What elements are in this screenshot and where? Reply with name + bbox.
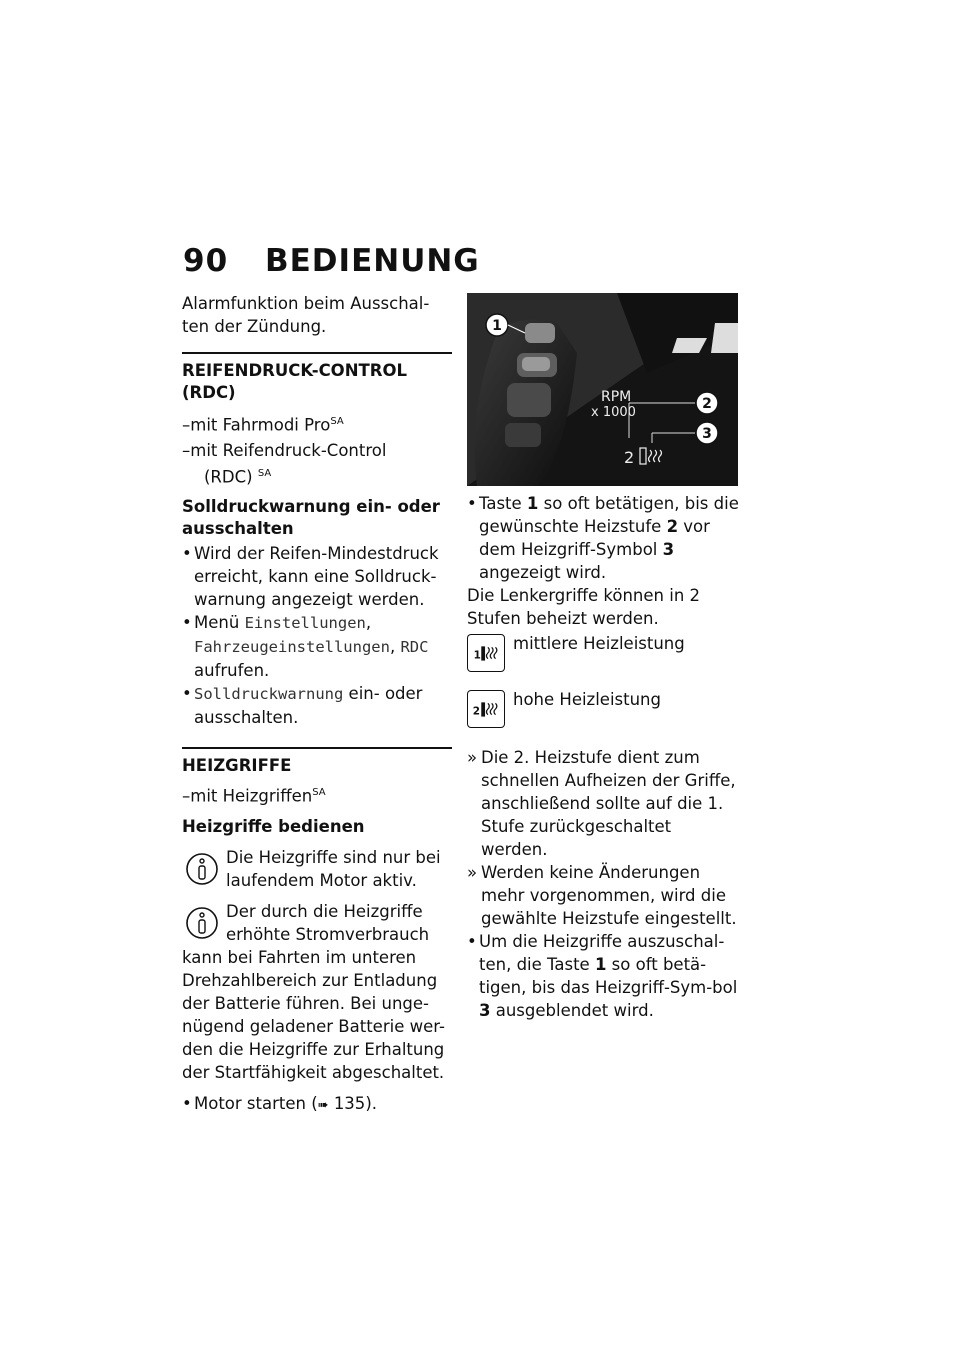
rdc-bullet-2: • Menü Einstellungen, Fahrzeugeinstellungen, RDC aufrufen. [182,611,452,682]
info-icon [184,850,220,888]
heizgriffe-heading: HEIZGRIFFE [182,756,292,775]
result-2: » Werden keine Änderungen mehr vorgenommen, wird die gewählte Heizstufe eingestellt. [467,861,742,930]
heated-grip-level-1-icon [467,634,505,672]
symbol-row-high [467,688,742,738]
info-note-2 [182,900,452,1084]
intro-text: Alarmfunktion beim Ausschal-ten der Zündung. [182,294,430,336]
rdc-requirement-2: –mit Reifendruck-Control [182,440,387,460]
rdc-bullet-3: • Solldruckwarnung ein- oder ausschalten. [182,682,452,729]
info-note-1 [182,846,452,892]
rpm-label: RPM [601,389,632,405]
info-icon [184,904,220,942]
handlebar-control-photo [467,293,738,486]
rdc-subheading: Solldruckwarnung ein- oder ausschalten [182,497,440,538]
page-reference-icon: ➠ [317,1097,329,1113]
heated-grip-level-2-icon [467,690,505,728]
info-note-1-text: Die Heizgriffe sind nur bei laufendem Motor aktiv. [226,847,441,890]
heizgriffe-requirement: –mit Heizgriffen$^{SA}$ [182,786,326,806]
svg-text:3: 3 [702,426,712,442]
heating-level-display: 2 [624,448,635,467]
page-reference-link[interactable]: 135 [333,1093,366,1113]
heizgriffe-bullet-start: • Motor starten (➠ 135). [182,1092,452,1117]
heizgriffe-subheading: Heizgriffe bedienen [182,816,365,836]
page-title: BEDIENUNG [265,243,480,279]
svg-text:1: 1 [473,649,481,662]
rdc-bullet-1: • Wird der Reifen-Mindestdruck erreicht, kann eine Solldruck-warnung angezeigt werden. [182,542,452,611]
svg-text:2: 2 [702,396,712,412]
right-bullet-1: • Taste 1 so oft betätigen, bis die gewünschte Heizstufe 2 vor dem Heizgriff-Symbol 3 angezeigt wird. [467,492,742,584]
heizgriffe-section [182,747,452,1117]
svg-text:2: 2 [472,705,480,718]
rdc-section [182,352,452,729]
symbol-row-medium [467,632,742,682]
left-column [182,292,452,1117]
info-note-2-text-b: kann bei Fahrten im unteren Drehzahlbereich zur Entladung der Batterie führen. Bei unge-nügend geladener Batterie wer-den die Heizgriffe zur Erhaltung der Startfähigkeit abgeschaltet. [182,947,445,1082]
info-note-2-text-a: Der durch die Heizgriffe erhöhte Stromverbrauch [226,901,430,944]
heating-levels-text: Die Lenkergriffe können in 2 Stufen beheizt werden. [467,586,701,628]
right-bullet-2: • Um die Heizgriffe auszuschal-ten, die Taste 1 so oft betä-tigen, bis das Heizgriff-Sym-bol 3 ausgeblendet wird. [467,930,742,1022]
rpm-scale-label: x 1000 [591,405,636,420]
result-1: » Die 2. Heizstufe dient zum schnellen Aufheizen der Griffe, anschließend sollte auf die 1. Stufe zurückgeschaltet werden. [467,746,742,861]
rdc-requirement-1: –mit Fahrmodi Pro$^{SA}$ [182,415,344,435]
right-column [467,492,742,1022]
page-number: 90 [183,243,229,279]
svg-text:1: 1 [492,318,502,334]
rdc-requirement-2b: (RDC) $^{SA}$ [204,467,272,486]
symbol-medium-label: mittlere Heizleistung [513,634,685,653]
rdc-heading: REIFENDRUCK-CONTROL (RDC) [182,361,408,402]
symbol-high-label: hohe Heizleistung [513,690,661,709]
